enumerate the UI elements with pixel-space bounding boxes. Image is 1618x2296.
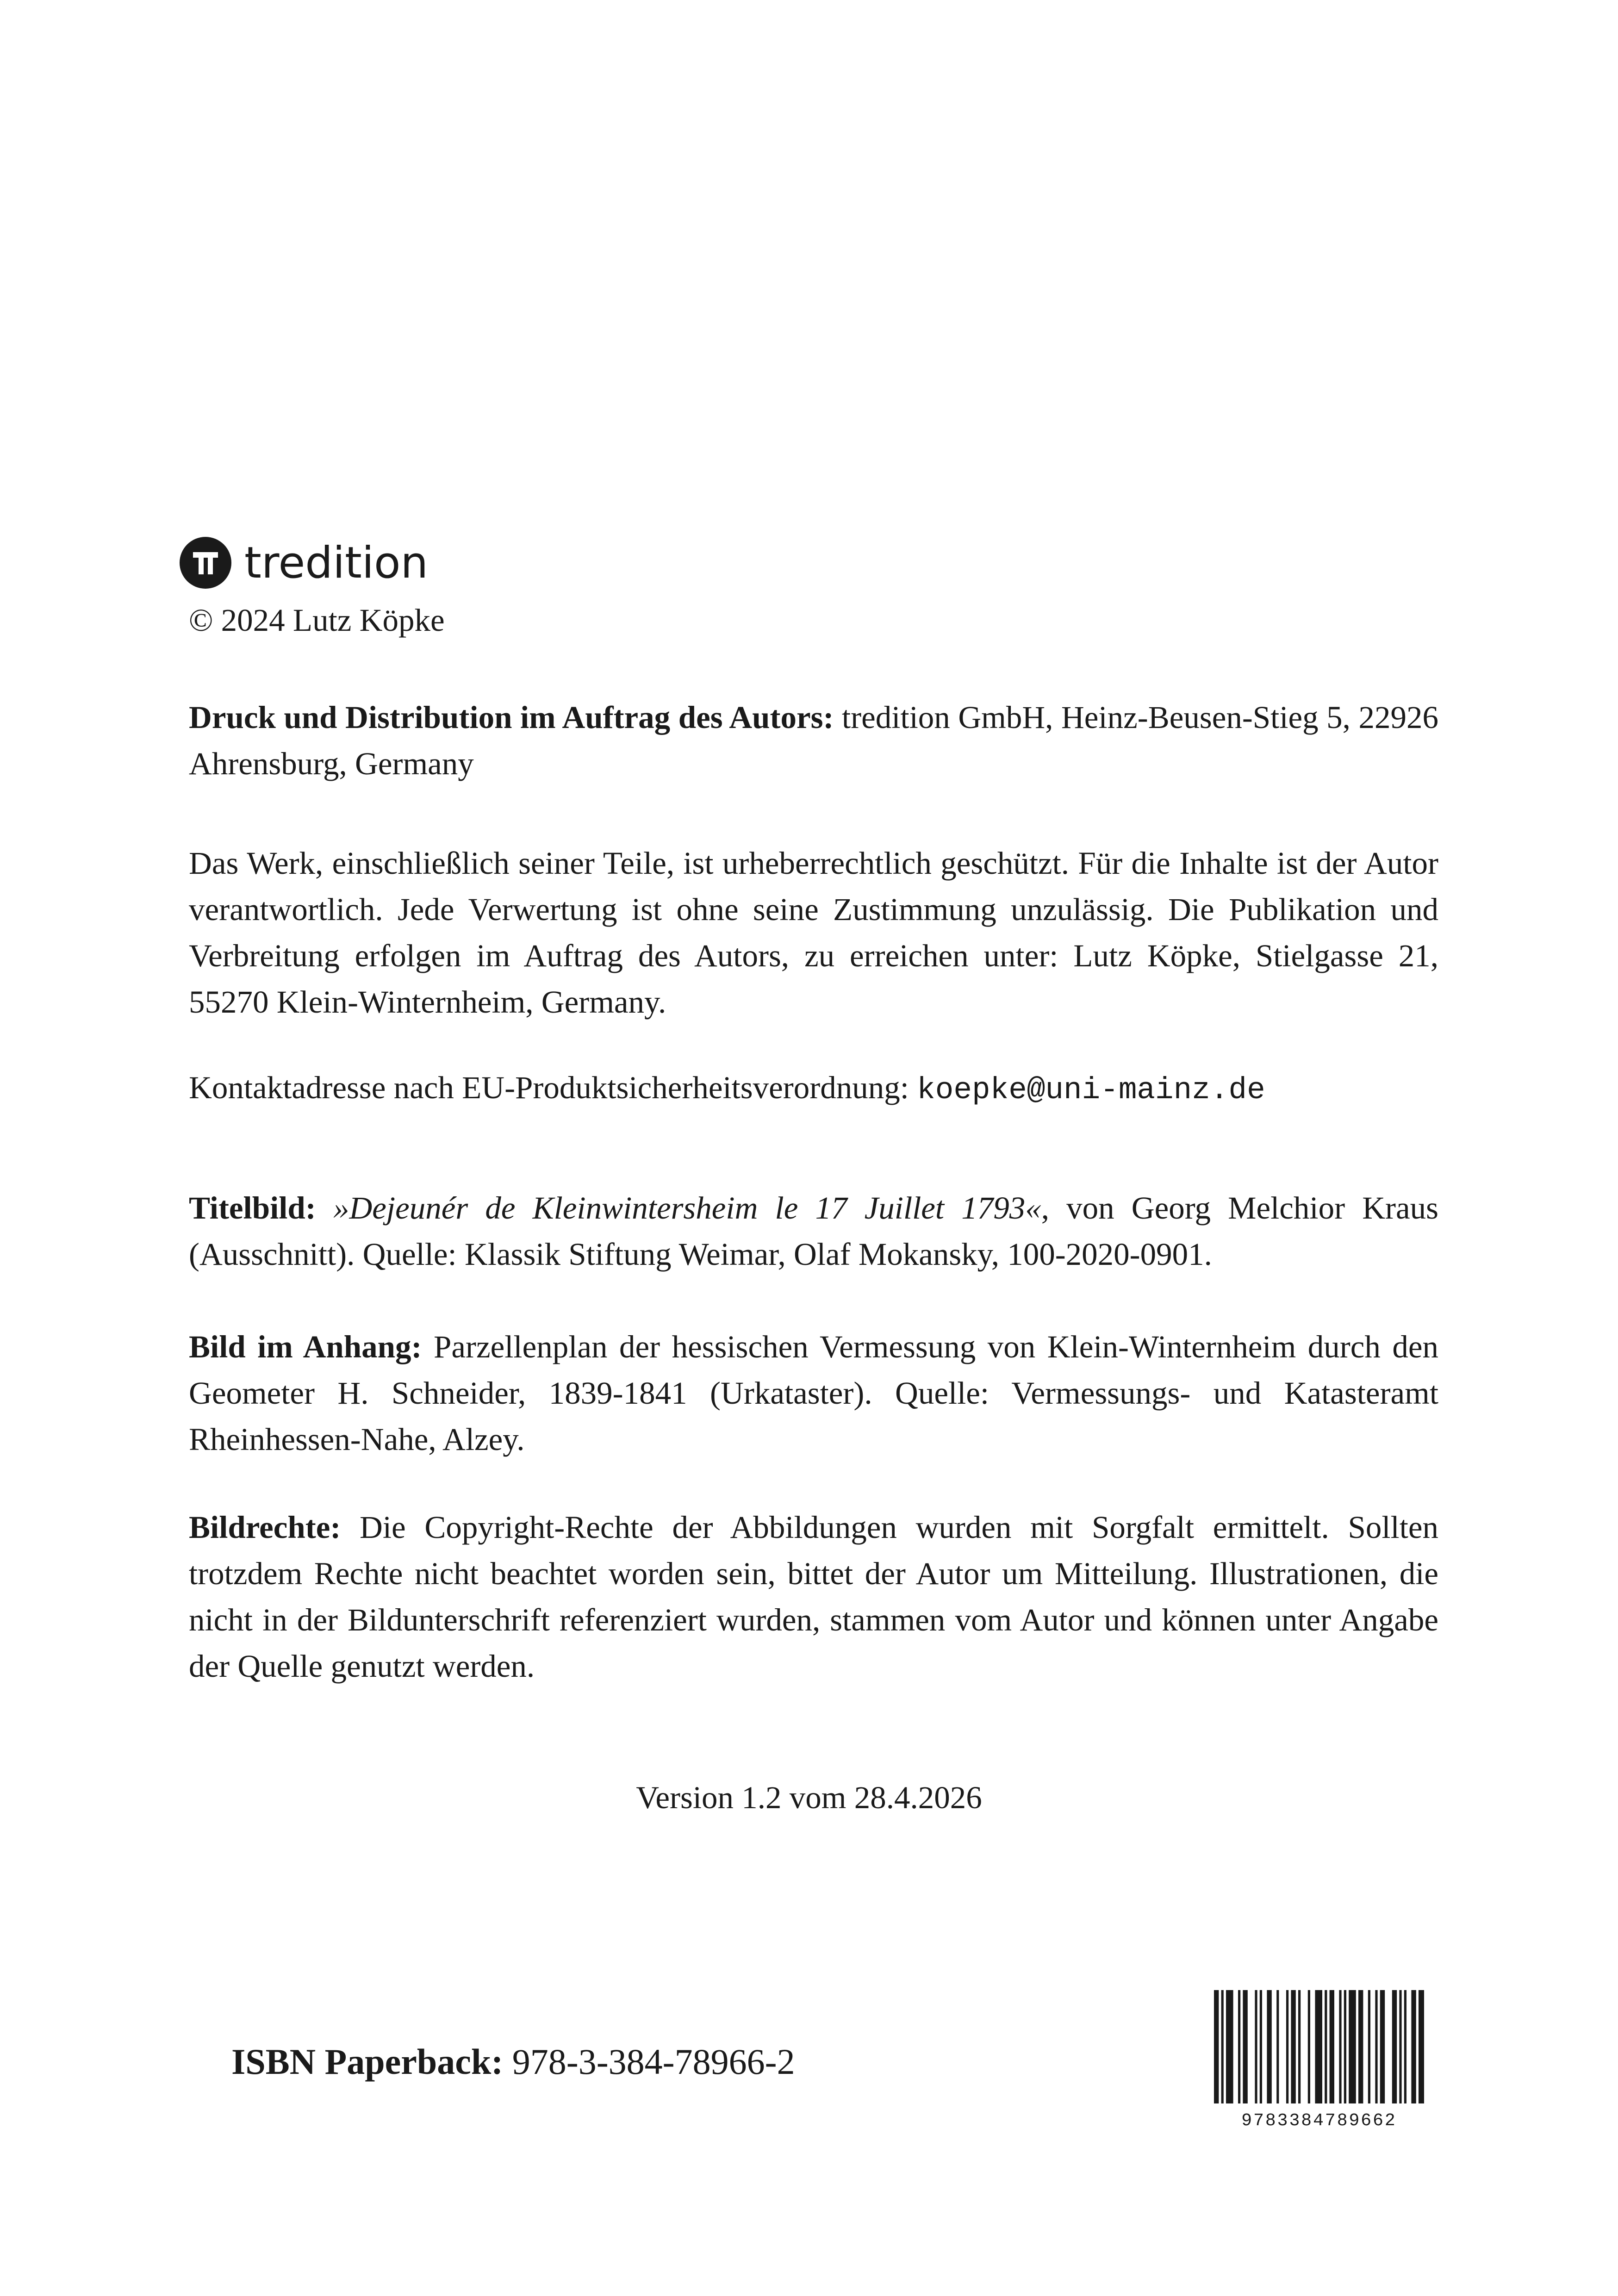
barcode-bar — [1260, 1990, 1262, 2103]
barcode-bars — [1214, 1990, 1424, 2103]
barcode-bar — [1344, 1990, 1346, 2103]
barcode-bar — [1368, 1990, 1370, 2103]
copyright-text: © 2024 Lutz Köpke — [189, 603, 445, 638]
barcode-bar — [1349, 1990, 1356, 2103]
barcode-digits: 9783384789662 — [1241, 2111, 1397, 2129]
barcode-bar — [1308, 1990, 1310, 2103]
titelbild-text: , von Georg Melchior Kraus (Ausschnitt). Quelle: Klassik Stiftung Weimar, Olaf Mokansky, 100-2020-0901. — [189, 1190, 1438, 1272]
druck-label: Druck und Distribution im Auftrag des Autors: — [189, 700, 834, 735]
barcode-bar — [1358, 1990, 1363, 2103]
barcode-bar — [1267, 1990, 1271, 2103]
druck-block — [189, 694, 1438, 787]
barcode-bar — [1298, 1990, 1301, 2103]
isbn-value: 978-3-384-78966-2 — [503, 2041, 795, 2082]
publisher-name: tredition — [244, 537, 429, 588]
bild-anhang-text: Parzellenplan der hessischen Vermessung von Klein-Winternheim durch den Geometer H. Schneider, 1839-1841 (Urkataster). Quelle: Vermessungs- und Katasteramt Rheinhessen-Nahe, Alzey. — [189, 1329, 1439, 1457]
contact-block — [189, 1064, 1438, 1114]
bild-anhang-label: Bild im Anhang: — [189, 1329, 422, 1364]
barcode-bar — [1325, 1990, 1327, 2103]
titelbild-label: Titelbild: — [189, 1190, 316, 1226]
bildrechte-paragraph — [189, 1504, 1438, 1689]
barcode-bar — [1380, 1990, 1385, 2103]
barcode-bar — [1419, 1990, 1424, 2103]
barcode-bar — [1330, 1990, 1334, 2103]
bildrechte-text: Die Copyright-Rechte der Abbildungen wurden mit Sorgfalt ermittelt. Sollten trotzdem Rechte nicht beachtet worden sein, bittet der Autor um Mitteilung. Illustrationen, die nicht in der Bildunterschrift referenziert wurden, stammen vom Autor und können unter Angabe der Quelle genutzt werden. — [189, 1510, 1438, 1684]
titelbild-paragraph — [189, 1185, 1438, 1277]
druck-paragraph — [189, 694, 1438, 787]
druck-text: tredition GmbH, Heinz-Beusen-Stieg 5, 22926 Ahrensburg, Germany — [189, 700, 1438, 781]
isbn-barcode — [1210, 1990, 1428, 2129]
bildrechte-label: Bildrechte: — [189, 1510, 341, 1545]
copyright-line — [189, 597, 1438, 643]
barcode-bar — [1291, 1990, 1295, 2103]
barcode-bar — [1226, 1990, 1233, 2103]
barcode-bar — [1339, 1990, 1341, 2103]
version-line: Version 1.2 vom 28.4.2026 — [636, 1780, 982, 1815]
barcode-bar — [1238, 1990, 1240, 2103]
publisher-logo — [180, 537, 428, 589]
barcode-bar — [1411, 1990, 1416, 2103]
isbn-label: ISBN Paperback: — [231, 2041, 504, 2082]
barcode-bar — [1221, 1990, 1224, 2103]
barcode-bar — [1399, 1990, 1401, 2103]
bild-anhang-paragraph — [189, 1324, 1438, 1462]
contact-email[interactable]: koepke@uni-mainz.de — [917, 1073, 1265, 1108]
barcode-bar — [1286, 1990, 1288, 2103]
barcode-bar — [1375, 1990, 1377, 2103]
barcode-bar — [1243, 1990, 1247, 2103]
barcode-bar — [1214, 1990, 1219, 2103]
barcode-bar — [1315, 1990, 1322, 2103]
titelbild-block — [189, 1185, 1438, 1277]
rights-paragraph: Das Werk, einschließlich seiner Teile, ist urheberrechtlich geschützt. Für die Inhalte ist der Autor verantwortlich. Jede Verwertung ist ohne seine Zustimmung unzulässig. Die Publikation und Verbreitung erfolgen im Auftrag des Autors, zu erreichen unter: Lutz Köpke, Stielgasse 21, 55270 Klein-Winternheim, Germany. — [189, 846, 1438, 1020]
barcode-bar — [1255, 1990, 1257, 2103]
barcode-bar — [1276, 1990, 1279, 2103]
isbn-line — [231, 2041, 795, 2083]
titelbild-title: »Dejeunér de Kleinwintersheim le 17 Juillet 1793« — [316, 1190, 1041, 1226]
bildrechte-block — [189, 1504, 1438, 1689]
barcode-bar — [1404, 1990, 1406, 2103]
bild-anhang-block — [189, 1324, 1438, 1462]
contact-label: Kontaktadresse nach EU-Produktsicherheitsverordnung: — [189, 1070, 917, 1105]
barcode-bar — [1392, 1990, 1397, 2103]
rights-block — [189, 840, 1438, 1025]
contact-paragraph — [189, 1064, 1438, 1114]
tredition-logo-icon — [180, 537, 231, 589]
